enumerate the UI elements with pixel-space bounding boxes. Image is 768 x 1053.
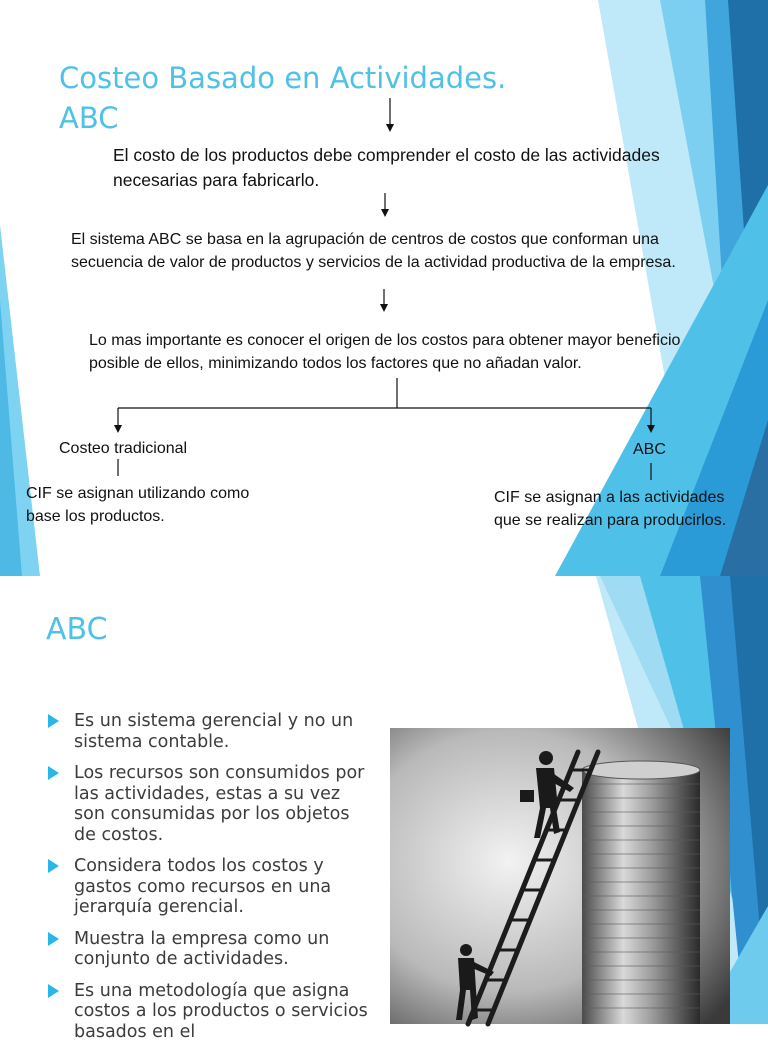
list-item [46, 711, 376, 752]
right-branch-label: ABC [633, 441, 666, 458]
arrow-down-icon [381, 193, 389, 217]
slide-1-subtitle: ABC [59, 101, 119, 135]
bullet-arrow-icon [48, 714, 59, 728]
left-branch-text: CIF se asignan utilizando como base los productos. [26, 485, 250, 525]
list-item-text: Es un sistema gerencial y no un sistema contable. [74, 711, 354, 752]
bullet-arrow-icon [48, 932, 59, 946]
list-item-text: Muestra la empresa como un conjunto de actividades. [74, 928, 330, 969]
left-branch-label: Costeo tradicional [59, 440, 188, 457]
list-item [46, 929, 376, 970]
list-item [46, 856, 376, 918]
statement-1: El costo de los productos debe comprender el costo de las actividades necesarias para fabricarlo. [113, 145, 660, 190]
bullet-arrow-icon [48, 859, 59, 873]
list-item [46, 981, 376, 1043]
slide-2 [0, 576, 768, 1042]
bullet-arrow-icon [48, 984, 59, 998]
list-item-text: Es una metodología que asigna costos a los productos o servicios basados en el [74, 980, 368, 1042]
statement-2: El sistema ABC se basa en la agrupación de centros de costos que conforman una secuencia de valor de productos y servicios de la actividad productiva de la empresa. [71, 231, 676, 271]
branch-connector [114, 378, 655, 480]
arrow-down-icon [380, 289, 388, 312]
list-item-text: Los recursos son consumidos por las actividades, estas a su vez son consumidas por los objetos de costos. [74, 763, 365, 845]
arrow-down-icon [386, 98, 394, 132]
list-item-text: Considera todos los costos y gastos como recursos en una jerarquía gerencial. [74, 856, 332, 917]
right-branch-text: CIF se asignan a las actividades que se realizan para producirlos. [494, 489, 727, 529]
statement-3: Lo mas importante es conocer el origen de los costos para obtener mayor beneficio posible de ellos, minimizando todos los factores que no añadan valor. [89, 332, 681, 372]
bullet-list [46, 711, 376, 1053]
businessmen-climbing-coins-image [390, 728, 730, 1024]
slide-2-title: ABC [46, 612, 108, 647]
slide-1-title: Costeo Basado en Actividades. [59, 61, 507, 95]
list-item [46, 763, 376, 845]
bullet-arrow-icon [48, 766, 59, 780]
